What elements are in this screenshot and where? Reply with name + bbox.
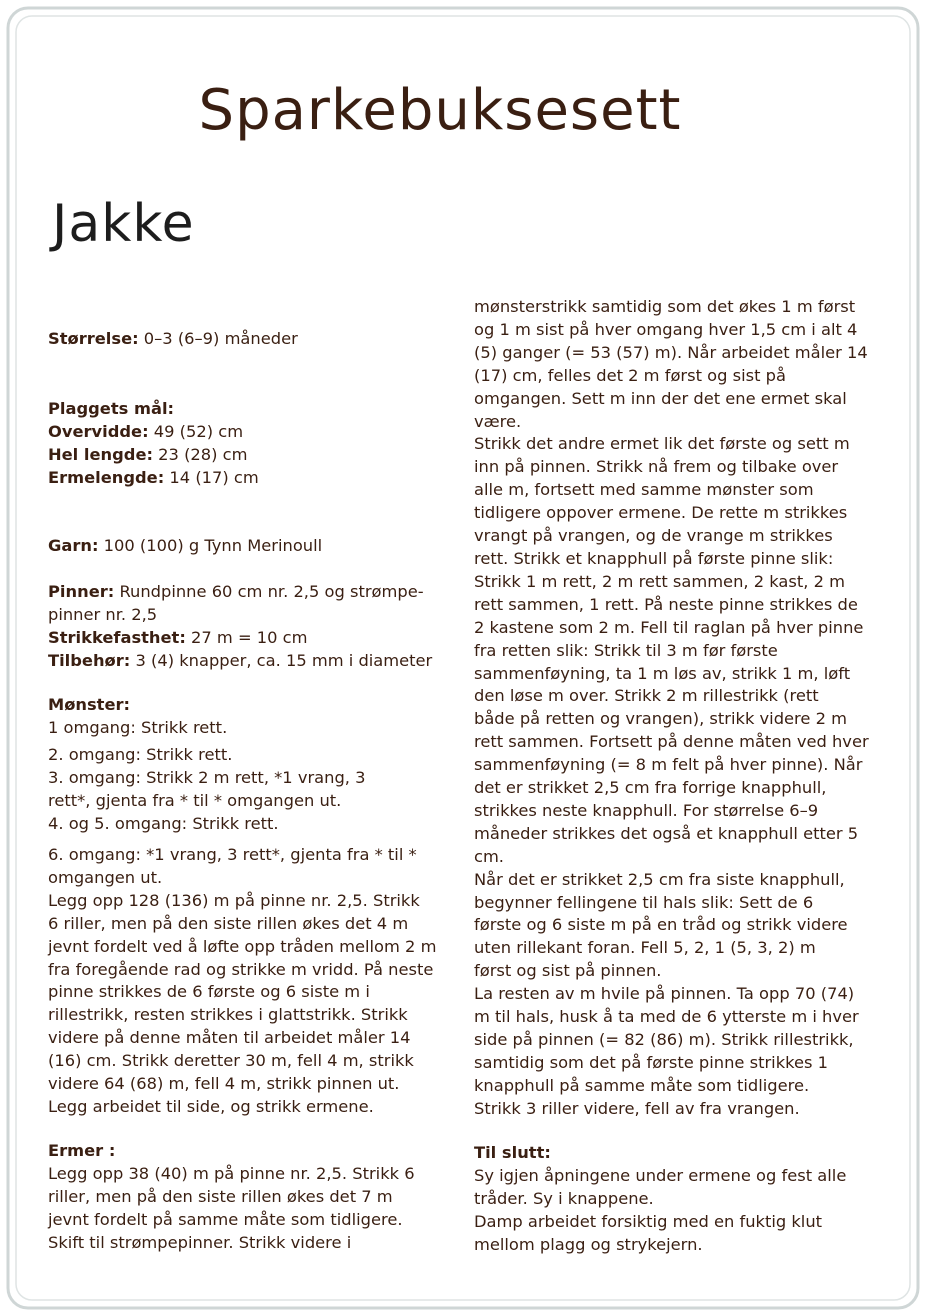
text-line: Strikk det andre ermet lik det første og sett m bbox=[474, 434, 850, 454]
text-line: alle m, fortsett med samme mønster som bbox=[474, 480, 814, 500]
needles-line: Pinner: Rundpinne 60 cm nr. 2,5 og strømpe- bbox=[48, 582, 424, 601]
text-line: Legg arbeidet til side, og strikk ermene. bbox=[48, 1096, 374, 1116]
text-line: knapphull på samme måte som tidligere. bbox=[474, 1075, 810, 1095]
text-line: (16) cm. Strikk deretter 30 m, fell 4 m, strikk bbox=[48, 1051, 414, 1071]
text-line: videre på denne måten til arbeidet måler 14 bbox=[48, 1028, 411, 1048]
sleeves-heading: Ermer : bbox=[48, 1141, 116, 1160]
text-line: Når det er strikket 2,5 cm fra siste knapphull, bbox=[474, 869, 845, 889]
needles-line-2: pinner nr. 2,5 bbox=[48, 604, 158, 624]
text-line: inn på pinnen. Strikk nå frem og tilbake over bbox=[474, 457, 839, 477]
text-line: den løse m over. Strikk 2 m rillestrikk (rett bbox=[474, 686, 819, 706]
text-line: omgangen ut. bbox=[48, 867, 163, 887]
body-text bbox=[48, 844, 436, 1119]
text-line: begynner fellingene til hals slik: Sett de 6 bbox=[474, 892, 814, 912]
text-line: omgangen. Sett m inn der det ene ermet skal bbox=[474, 388, 847, 408]
text-line: tråder. Sy i knappene. bbox=[474, 1188, 654, 1208]
materials-block bbox=[48, 581, 432, 673]
text-line: pinne strikkes de 6 første og 6 siste m i bbox=[48, 982, 370, 1002]
text-line: Legg opp 128 (136) m på pinne nr. 2,5. Strikk bbox=[48, 890, 420, 910]
right-body-text bbox=[474, 296, 869, 1121]
finish-block bbox=[474, 1142, 846, 1257]
text-line: både på retten og vrangen), strikk videre 2 m bbox=[474, 709, 847, 729]
text-line: riller, men på den siste rillen økes det 7 m bbox=[48, 1186, 393, 1206]
text-line: rett sammen, 1 rett. På neste pinne strikkes de bbox=[474, 594, 858, 614]
sleeve-length-line: Ermelengde: 14 (17) cm bbox=[48, 467, 259, 487]
text-line: Legg opp 38 (40) m på pinne nr. 2,5. Strikk 6 bbox=[48, 1163, 415, 1183]
pattern-row-1: 1 omgang: Strikk rett. bbox=[48, 717, 228, 737]
text-line: rett. Strikk et knapphull på første pinne slik: bbox=[474, 548, 834, 568]
pattern-row-3: 3. omgang: Strikk 2 m rett, *1 vrang, 3 bbox=[48, 767, 366, 787]
finish-heading: Til slutt: bbox=[474, 1143, 551, 1162]
text-line: (5) ganger (= 53 (57) m). Når arbeidet måler 14 bbox=[474, 342, 868, 362]
text-line: fra retten slik: Strikk til 3 m før første bbox=[474, 640, 778, 660]
text-line: uten rillekant foran. Fell 5, 2, 1 (5, 3, 2) m bbox=[474, 938, 816, 958]
yarn-line: Garn: 100 (100) g Tynn Merinoull bbox=[48, 536, 323, 555]
size-line: Størrelse: 0–3 (6–9) måneder bbox=[48, 329, 298, 348]
text-line: m til hals, husk å ta med de 6 ytterste m i hver bbox=[474, 1007, 859, 1027]
text-line: 6 riller, men på den siste rillen økes det 4 m bbox=[48, 913, 409, 933]
length-line: Hel lengde: 23 (28) cm bbox=[48, 444, 248, 464]
text-line: strikkes neste knapphull. For størrelse 6–9 bbox=[474, 800, 819, 820]
text-line: jevnt fordelt på samme måte som tidligere. bbox=[48, 1209, 403, 1229]
text-line: det er strikket 2,5 cm fra forrige knapphull, bbox=[474, 778, 827, 798]
text-line: rillestrikk, resten strikkes i glattstrikk. Strikk bbox=[48, 1005, 408, 1025]
text-line: fra foregående rad og strikke m vridd. På neste bbox=[48, 959, 434, 979]
text-line: jevnt fordelt ved å løfte opp tråden mellom 2 m bbox=[48, 936, 437, 956]
text-line: Strikk 3 riller videre, fell av fra vrangen. bbox=[474, 1098, 800, 1118]
text-line: sammenføyning, ta 1 m løs av, strikk 1 m, løft bbox=[474, 663, 851, 683]
text-line: videre 64 (68) m, fell 4 m, strikk pinnen ut. bbox=[48, 1074, 400, 1094]
pattern-heading: Mønster: bbox=[48, 695, 131, 714]
text-line: være. bbox=[474, 411, 522, 431]
text-line: vrangt på vrangen, og de vrange m strikkes bbox=[474, 526, 833, 546]
text-line: og 1 m sist på hver omgang hver 1,5 cm i alt 4 bbox=[474, 319, 858, 339]
text-line: tidligere oppover ermene. De rette m strikkes bbox=[474, 503, 848, 523]
text-line: rett sammen. Fortsett på denne måten ved hver bbox=[474, 732, 869, 752]
notions-line: Tilbehør: 3 (4) knapper, ca. 15 mm i diameter bbox=[48, 650, 433, 670]
text-line: måneder strikkes det også et knapphull etter 5 bbox=[474, 823, 859, 843]
text-line: først og sist på pinnen. bbox=[474, 961, 662, 981]
measures-heading: Plaggets mål: bbox=[48, 399, 175, 418]
gauge-line: Strikkefasthet: 27 m = 10 cm bbox=[48, 627, 308, 647]
text-line: mellom plagg og strykejern. bbox=[474, 1234, 703, 1254]
text-line: Sy igjen åpningene under ermene og fest alle bbox=[474, 1165, 847, 1185]
text-line: 2 kastene som 2 m. Fell til raglan på hver pinne bbox=[474, 617, 864, 637]
text-line: 6. omgang: *1 vrang, 3 rett*, gjenta fra * til * bbox=[48, 845, 417, 864]
pattern-row-2: 2. omgang: Strikk rett. bbox=[48, 744, 233, 764]
text-line: Damp arbeidet forsiktig med en fuktig klut bbox=[474, 1211, 823, 1231]
text-line: sammenføyning (= 8 m felt på hver pinne). Når bbox=[474, 755, 863, 775]
text-line: første og 6 siste m på en tråd og strikk videre bbox=[474, 915, 848, 935]
text-line: samtidig som det på første pinne strikkes 1 bbox=[474, 1052, 828, 1072]
text-line: Strikk 1 m rett, 2 m rett sammen, 2 kast, 2 m bbox=[474, 571, 846, 591]
sleeves-block bbox=[48, 1140, 415, 1255]
pattern-row-4: 4. og 5. omgang: Strikk rett. bbox=[48, 813, 279, 833]
text-line: side på pinnen (= 82 (86) m). Strikk rillestrikk, bbox=[474, 1030, 854, 1049]
section-title: Jakke bbox=[52, 194, 195, 254]
text-line: Skift til strømpepinner. Strikk videre i bbox=[48, 1232, 352, 1252]
text-line: (17) cm, felles det 2 m først og sist på bbox=[474, 365, 786, 385]
text-line: cm. bbox=[474, 846, 504, 866]
measures-block bbox=[48, 398, 259, 490]
chest-line: Overvidde: 49 (52) cm bbox=[48, 421, 244, 441]
text-line: La resten av m hvile på pinnen. Ta opp 70 (74) bbox=[474, 984, 855, 1004]
pattern-block bbox=[48, 694, 366, 835]
pattern-row-3b: rett*, gjenta fra * til * omgangen ut. bbox=[48, 790, 342, 810]
page-title: Sparkebuksesett bbox=[198, 78, 682, 143]
text-line: mønsterstrikk samtidig som det økes 1 m først bbox=[474, 297, 856, 316]
